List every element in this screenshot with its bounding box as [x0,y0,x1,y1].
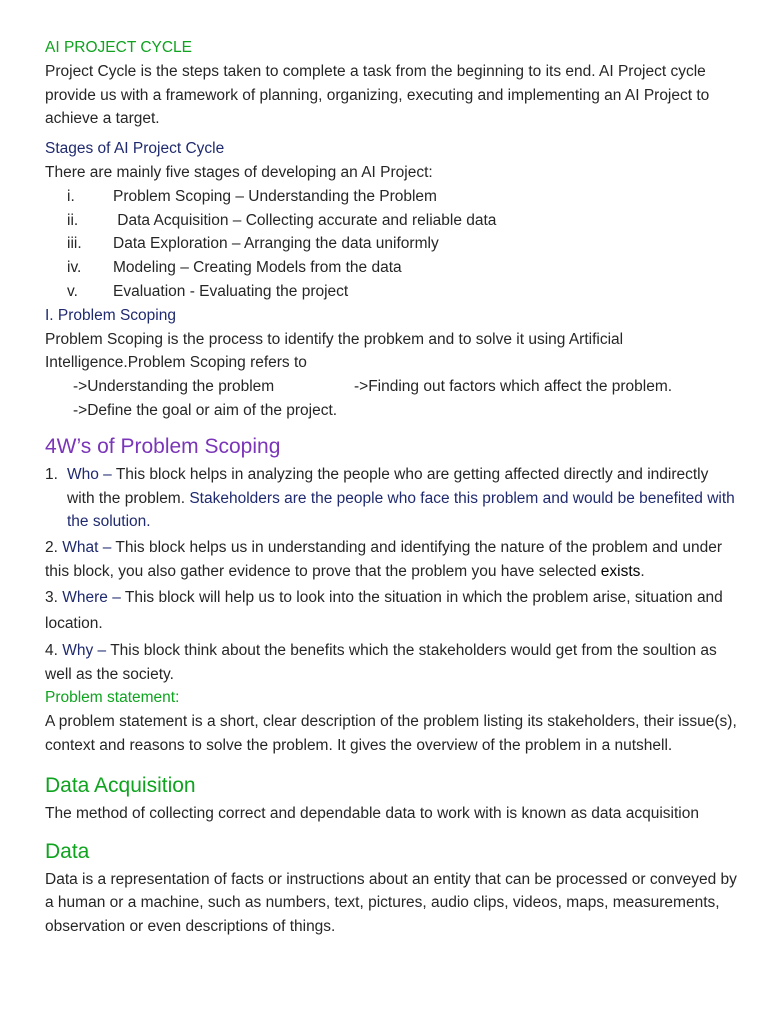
stages-list [45,185,740,304]
why-number: 4. [45,641,58,659]
list-item-text: Modeling – Creating Models from the data [113,259,402,277]
problem-scoping-text: Problem Scoping is the process to identify the probkem and to solve it using Artificial Intelligence.Problem Scoping refers to [45,330,624,372]
what-title: What – [62,539,112,557]
arrow-row [73,375,740,399]
who-body [67,463,740,534]
who-number: 1. [45,465,58,483]
problem-statement-text: A problem statement is a short, clear description of the problem listing its stakeholders, their issue(s), context and reasons to solve the problem. It gives the overview of the problem in a nutshell. [45,713,737,754]
who-highlight: Stakeholders are the people who face this problem and would be benefited with the solution. [67,489,735,531]
list-item-number: iv. [67,259,82,277]
problem-scoping-heading: I. Problem Scoping [45,306,176,324]
who-title: Who – [67,465,112,483]
data-acquisition-text: The method of collecting correct and dependable data to work with is known as data acquisition [45,804,699,822]
point-goal: ->Define the goal or aim of the project. [73,401,338,419]
list-item [45,280,740,304]
data-text: Data is a representation of facts or instructions about an entity that can be processed or conveyed by a human or a machine, such as numbers, text, pictures, audio clips, videos, maps, measurements, observation or even descriptions of things. [45,870,737,936]
data-acquisition-heading: Data Acquisition [45,773,196,797]
stages-heading: Stages of AI Project Cycle [45,140,225,158]
point-factors: ->Finding out factors which affect the problem. [354,378,673,396]
data-heading: Data [45,839,90,863]
list-item-number: i. [67,187,75,205]
list-item-text: Data Acquisition – Collecting accurate and reliable data [113,211,497,229]
list-item-text: Data Exploration – Arranging the data uniformly [113,235,439,253]
problem-statement-heading: Problem statement: [45,689,180,707]
list-item [45,256,740,280]
intro-paragraph: Project Cycle is the steps taken to complete a task from the beginning to its end. AI Project cycle provide us with a framework of planning, organizing, executing and implementing an AI Project to achieve a target. [45,62,710,128]
where-text: This block will help us to look into the situation in which the problem arise, situation and location. [45,588,723,632]
problem-scoping-points [45,375,740,423]
list-item-number: ii. [67,211,79,229]
what-end: . [640,562,645,580]
why-title: Why – [62,641,107,659]
list-item [45,232,740,256]
why-item [45,639,740,687]
list-item-number: v. [67,282,78,300]
why-text: This block think about the benefits which the stakeholders would get from the soultion as well as the society. [45,641,717,683]
list-item-text: Problem Scoping – Understanding the Problem [113,187,437,205]
what-bold-word: exists [600,562,641,580]
list-item-text: Evaluation - Evaluating the project [113,282,349,300]
what-text: This block helps us in understanding and identifying the nature of the problem and under this block, you also gather evidence to prove that the problem you have selected [45,539,723,580]
what-number: 2. [45,539,58,557]
page-title: AI PROJECT CYCLE [45,39,193,56]
list-item [45,185,740,209]
list-item-number: iii. [67,235,82,253]
where-item [45,585,740,637]
four-w-heading: 4W’s of Problem Scoping [45,434,281,458]
where-title: Where – [62,588,121,606]
stages-intro: There are mainly five stages of developing an AI Project: [45,163,433,181]
where-number: 3. [45,588,58,606]
who-item [45,463,740,534]
list-item [45,209,740,233]
point-understanding: ->Understanding the problem [73,378,275,396]
who-text: This block helps in analyzing the people who are getting affected directly and indirectly with the problem. [67,465,709,507]
what-item [45,536,740,584]
